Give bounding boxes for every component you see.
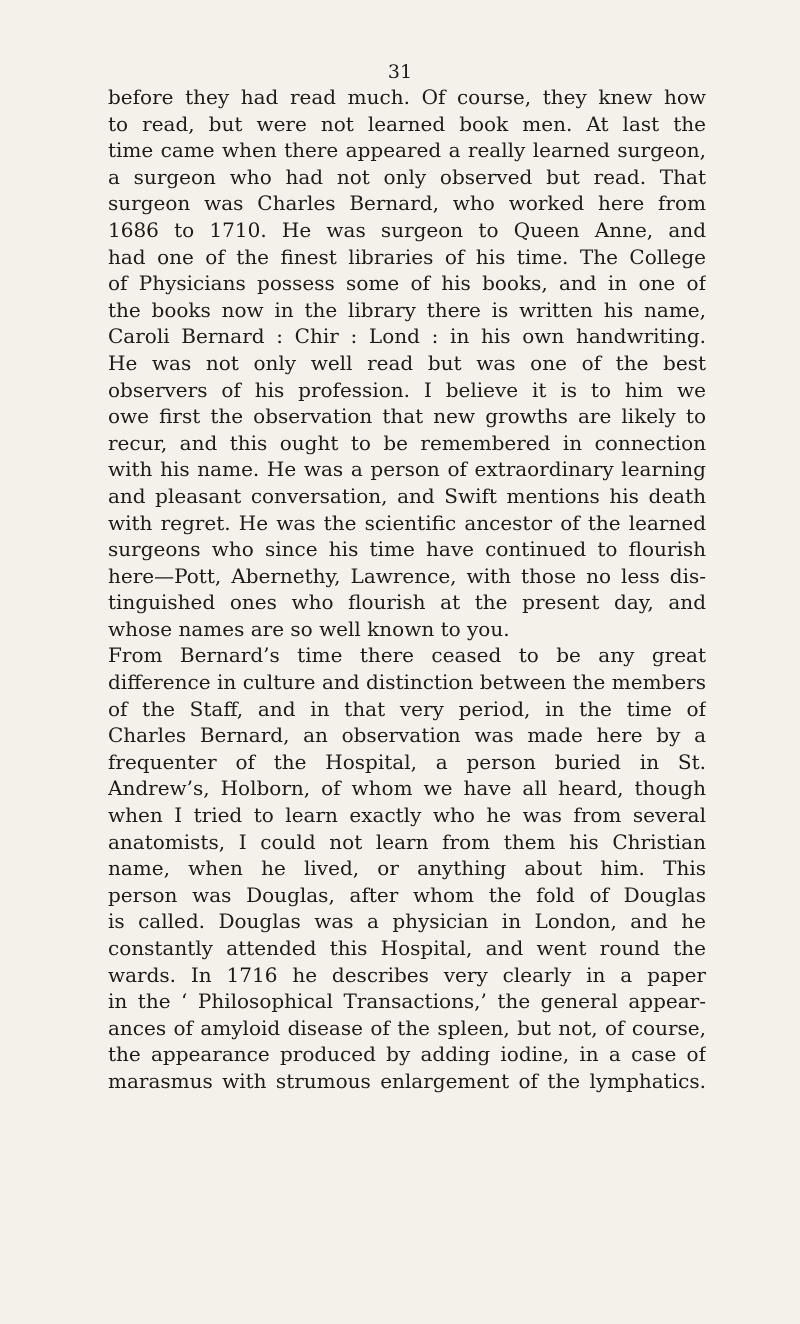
text-line: From Bernard’s time there ceased to be any great [108, 643, 706, 668]
text-line: recur, and this ought to be remembered in connection [108, 430, 706, 455]
text-line: Andrew’s, Holborn, of whom we have all heard, though [108, 776, 706, 801]
text-line: when I tried to learn exactly who he was from several [108, 803, 706, 828]
text-line: the books now in the library there is written his name, [108, 297, 706, 322]
text-line: time came when there appeared a really learned surgeon, [108, 138, 706, 163]
text-line: before they had read much. Of course, they knew how [108, 85, 706, 109]
text-line: is called. Douglas was a physician in London, and he [108, 909, 706, 934]
text-line: constantly attended this Hospital, and went round the [108, 936, 706, 960]
text-line: the appearance produced by adding iodine, in a case of [108, 1042, 706, 1067]
text-line: marasmus with strumous enlargement of the lymphatics. [108, 1068, 706, 1093]
text-line: anatomists, I could not learn from them his Christian [108, 829, 706, 854]
text-line: person was Douglas, after whom the fold of Douglas [108, 882, 706, 907]
text-line: whose names are so well known to you. [108, 616, 510, 641]
text-line: Caroli Bernard : Chir : Lond : in his own handwriting. [108, 324, 706, 349]
text-line: tinguished ones who flourish at the present day, and [108, 590, 706, 615]
text-line: surgeon was Charles Bernard, who worked here from [108, 191, 706, 216]
text-line: of Physicians possess some of his books, and in one of [108, 271, 706, 296]
text-line: name, when he lived, or anything about him. This [108, 856, 706, 881]
text-line: of the Staff, and in that very period, in the time of [108, 696, 706, 721]
text-line: with his name. He was a person of extraordinary learning [108, 457, 706, 482]
text-line: to read, but were not learned book men. At last the [108, 111, 706, 136]
text-line: owe first the observation that new growths are likely to [108, 404, 706, 429]
text-line: surgeons who since his time have continued to flourish [108, 537, 706, 562]
text-line: frequenter of the Hospital, a person buried in St. [108, 749, 706, 774]
text-line: had one of the finest libraries of his time. The College [108, 244, 706, 269]
text-line: a surgeon who had not only observed but read. That [108, 164, 706, 189]
text-line: 1686 to 1710. He was surgeon to Queen Anne, and [108, 217, 706, 242]
page-number: 31 [387, 61, 413, 83]
text-line: ances of amyloid disease of the spleen, but not, of course, [108, 1015, 706, 1040]
text-line: difference in culture and distinction between the members [108, 670, 706, 695]
text-line: wards. In 1716 he describes very clearly in a paper [108, 962, 706, 987]
text-line: He was not only well read but was one of the best [108, 350, 706, 375]
text-line: and pleasant conversation, and Swift mentions his death [108, 483, 706, 508]
text-line: here—Pott, Abernethy, Lawrence, with those no less dis- [108, 563, 706, 588]
text-line: in the ‘ Philosophical Transactions,’ the general appear- [108, 989, 706, 1014]
text-line: observers of his profession. I believe it is to him we [108, 377, 706, 402]
text-line: with regret. He was the scientific ancestor of the learned [108, 510, 706, 535]
text-line: Charles Bernard, an observation was made here by a [108, 723, 706, 748]
body-text [108, 84, 706, 1095]
